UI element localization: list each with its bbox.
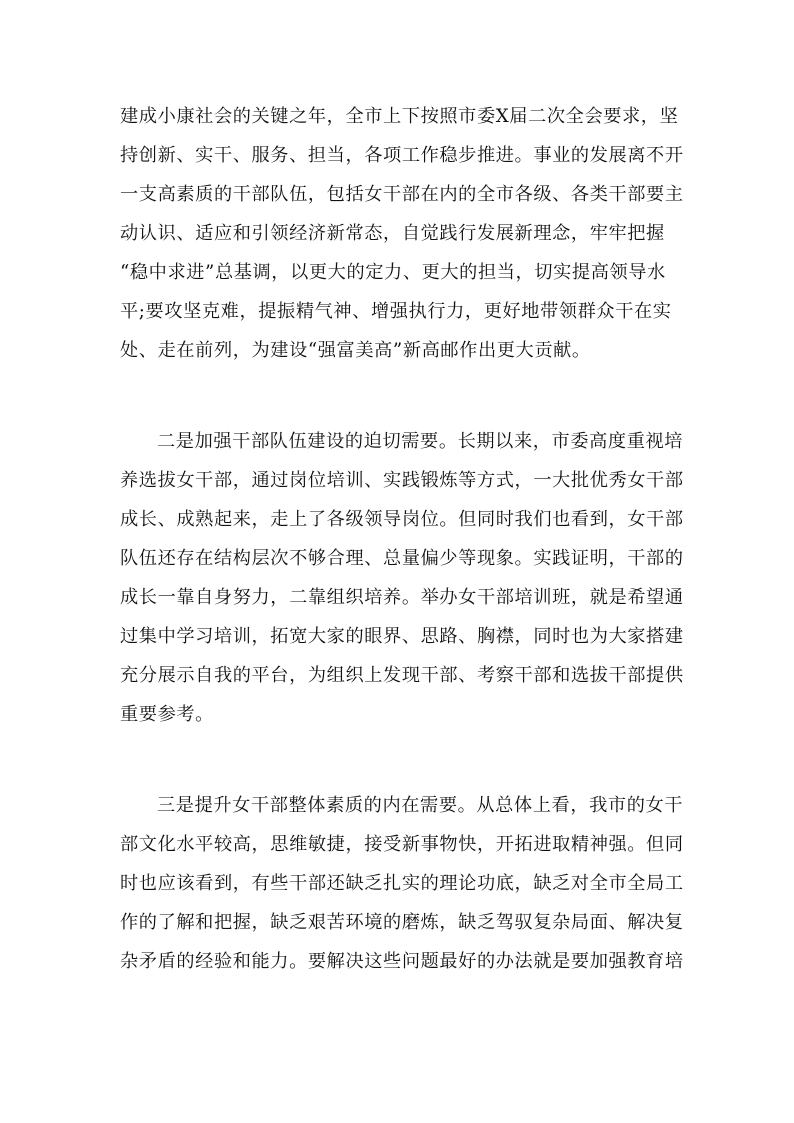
text-line: 动认识、适应和引领经济新常态，自觉践行发展新理念，牢牢把握 [120, 223, 665, 244]
text-line: 二是加强干部队伍建设的迫切需要。长期以来，市委高度重视培 [157, 431, 684, 452]
text-line: “稳中求进”总基调，以更大的定力、更大的担当，切实提高领导水 [120, 262, 666, 283]
text-line: 重要参考。 [120, 704, 214, 725]
text-line: 三是提升女干部整体素质的内在需要。从总体上看，我市的女干 [157, 795, 684, 816]
paragraph-1 [120, 97, 684, 370]
text-line: 成长、成熟起来，走上了各级领导岗位。但同时我们也看到，女干部 [120, 509, 684, 530]
text-line: 成长一靠自身努力，二靠组织培养。举办女干部培训班，就是希望通 [120, 587, 684, 608]
text-line: 时也应该看到，有些干部还缺乏扎实的理论功底，缺乏对全市全局工 [120, 873, 684, 894]
text-line: 杂矛盾的经验和能力。要解决这些问题最好的办法就是要加强教育培 [120, 951, 684, 972]
paragraph-2 [120, 422, 684, 734]
paragraph-3 [120, 786, 684, 981]
document-body [120, 97, 684, 981]
text-line: 过集中学习培训，拓宽大家的眼界、思路、胸襟，同时也为大家搭建 [120, 626, 684, 647]
text-line: 部文化水平较高，思维敏捷，接受新事物快，开拓进取精神强。但同 [120, 834, 684, 855]
text-line: 队伍还存在结构层次不够合理、总量偏少等现象。实践证明，干部的 [120, 548, 684, 569]
text-line: 持创新、实干、服务、担当，各项工作稳步推进。事业的发展离不开 [120, 145, 684, 166]
text-line: 充分展示自我的平台，为组织上发现干部、考察干部和选拔干部提供 [120, 665, 684, 686]
text-line: 一支高素质的干部队伍，包括女干部在内的全市各级、各类干部要主 [120, 184, 684, 205]
text-line: 作的了解和把握，缺乏艰苦环境的磨炼，缺乏驾驭复杂局面、解决复 [120, 912, 684, 933]
text-line: 养选拔女干部，通过岗位培训、实践锻炼等方式，一大批优秀女干部 [120, 470, 684, 491]
text-line: 平;要攻坚克难，提振精气神、增强执行力，更好地带领群众干在实 [120, 301, 672, 322]
paragraph-spacer [120, 370, 680, 422]
text-line: 处、走在前列，为建设“强富美高”新高邮作出更大贡献。 [120, 340, 591, 361]
text-line: 建成小康社会的关键之年，全市上下按照市委Ⅹ届二次全会要求，坚 [120, 106, 679, 127]
paragraph-spacer [120, 734, 680, 786]
